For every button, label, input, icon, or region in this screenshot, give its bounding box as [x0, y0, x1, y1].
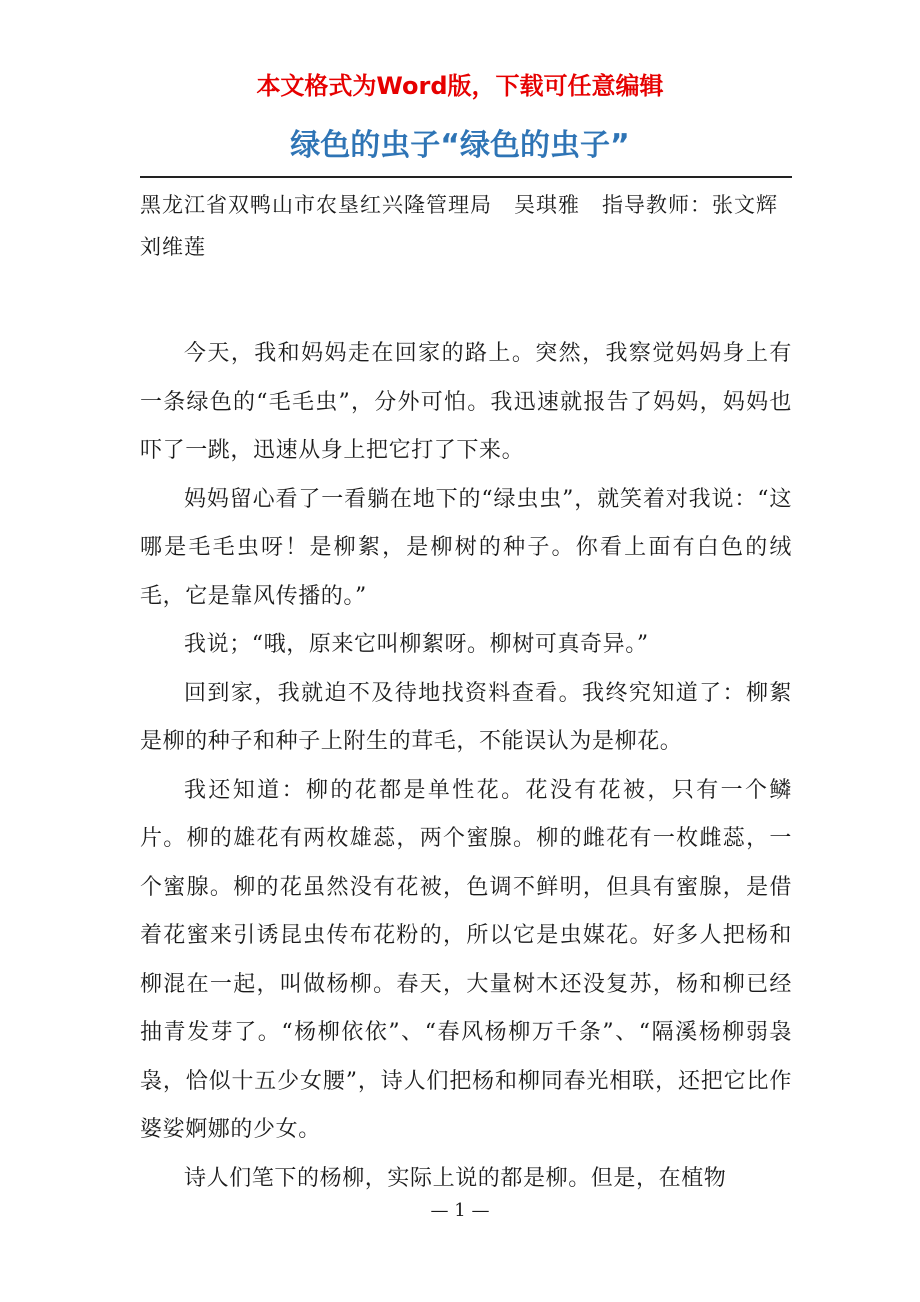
paragraph: 我说；“哦，原来它叫柳絮呀。柳树可真奇异。”	[184, 632, 649, 657]
title-divider	[140, 176, 792, 178]
author-byline: 黑龙江省双鸭山市农垦红兴隆管理局 吴琪雅 指导教师：张文辉 刘维莲	[140, 193, 778, 259]
article-body	[140, 330, 792, 1203]
page-number: — 1 —	[430, 1200, 490, 1221]
paragraph: 诗人们笔下的杨柳，实际上说的都是柳。但是，在植物	[184, 1165, 727, 1191]
download-notice: 本文格式为Word版，下载可任意编辑	[256, 72, 664, 100]
paragraph: 今天，我和妈妈走在回家的路上。突然，我察觉妈妈身上有一条绿色的“毛毛虫”，分外可怕。我迅速就报告了妈妈，妈妈也吓了一跳，迅速从身上把它打了下来。	[140, 341, 792, 463]
paragraph: 回到家，我就迫不及待地找资料查看。我终究知道了：柳絮是柳的种子和种子上附生的茸毛，不能误认为是柳花。	[140, 680, 792, 754]
paragraph: 我还知道：柳的花都是单性花。花没有花被，只有一个鳞片。柳的雄花有两枚雄蕊，两个蜜腺。柳的雌花有一枚雌蕊，一个蜜腺。柳的花虽然没有花被，色调不鲜明，但具有蜜腺，是借着花蜜来引诱昆虫传布花粉的，所以它是虫媒花。好多人把杨和柳混在一起，叫做杨柳。春天，大量树木还没复苏，杨和柳已经抽青发芽了。“杨柳依依”、“春风杨柳万千条”、“隔溪杨柳弱袅袅，恰似十五少女腰”，诗人们把杨和柳同春光相联，还把它比作婆娑婀娜的少女。	[140, 777, 792, 1142]
paragraph: 妈妈留心看了一看躺在地下的“绿虫虫”，就笑着对我说：“这哪是毛毛虫呀！是柳絮，是柳树的种子。你看上面有白色的绒毛，它是靠风传播的。”	[140, 486, 792, 609]
document-title: 绿色的虫子“绿色的虫子”	[290, 128, 630, 163]
